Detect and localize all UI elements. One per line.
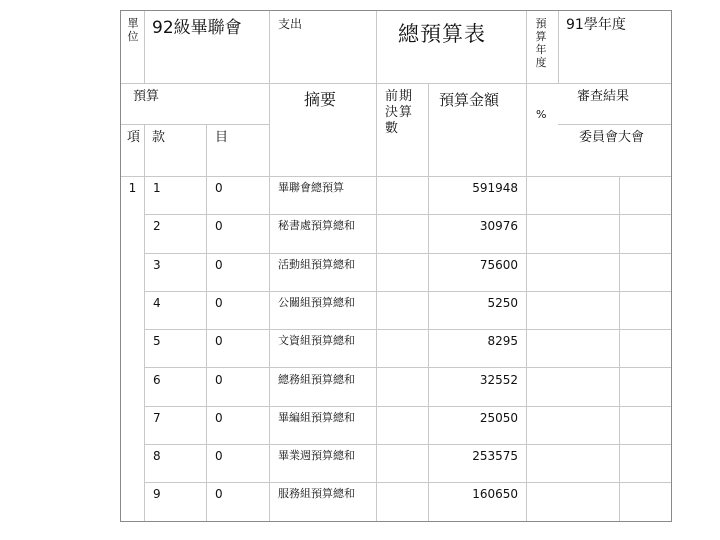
row-amount-cell: 253575 bbox=[472, 449, 518, 464]
row-section-cell: 3 bbox=[153, 257, 161, 272]
rule-v-year-label bbox=[558, 11, 559, 83]
row-section-cell: 9 bbox=[153, 487, 161, 502]
page-title: 總預算表 bbox=[398, 22, 486, 46]
table-row bbox=[121, 483, 671, 521]
row-amount-cell: 25050 bbox=[479, 410, 518, 425]
row-entry-cell: 0 bbox=[215, 295, 223, 310]
row-section-cell: 5 bbox=[153, 334, 161, 349]
unit-value: 92級畢聯會 bbox=[152, 18, 242, 38]
row-amount-cell: 30976 bbox=[479, 219, 518, 234]
row-entry-cell: 0 bbox=[215, 219, 223, 234]
budget-year-value: 91學年度 bbox=[566, 17, 626, 33]
table-row bbox=[121, 330, 671, 368]
table-row bbox=[121, 215, 671, 253]
row-item-cell: 1 bbox=[128, 181, 137, 195]
row-summary-cell: 畢編組預算總和 bbox=[278, 410, 355, 424]
row-summary-cell: 活動組預算總和 bbox=[278, 257, 355, 271]
row-amount-cell: 5250 bbox=[487, 295, 518, 310]
row-entry-cell: 0 bbox=[215, 334, 223, 349]
item-col-label: 項 bbox=[127, 130, 141, 145]
row-summary-cell: 秘書處預算總和 bbox=[278, 219, 355, 233]
percent-col-label: % bbox=[536, 108, 547, 121]
row-summary-cell: 服務組預算總和 bbox=[278, 487, 355, 501]
table-row bbox=[121, 445, 671, 483]
row-section-cell: 2 bbox=[153, 219, 161, 234]
row-summary-cell: 總務組預算總和 bbox=[278, 372, 355, 386]
row-summary-cell: 文資組預算總和 bbox=[278, 334, 355, 348]
row-summary-cell: 畢聯會總預算 bbox=[278, 181, 344, 194]
table-row bbox=[121, 254, 671, 292]
row-entry-cell: 0 bbox=[215, 410, 223, 425]
row-amount-cell: 75600 bbox=[479, 257, 518, 272]
row-section-cell: 1 bbox=[153, 181, 161, 195]
section-col-label: 款 bbox=[152, 130, 166, 145]
budget-col-label: 預算 bbox=[133, 89, 160, 104]
row-amount-cell: 160650 bbox=[472, 487, 518, 502]
summary-col-label: 摘要 bbox=[304, 90, 337, 109]
budget-sheet bbox=[120, 10, 672, 522]
table-row bbox=[121, 177, 671, 215]
entry-col-label: 目 bbox=[215, 130, 229, 145]
row-section-cell: 4 bbox=[153, 295, 161, 310]
row-entry-cell: 0 bbox=[215, 372, 223, 387]
budget-year-label: 預算年度 bbox=[535, 17, 547, 69]
row-summary-cell: 畢業週預算總和 bbox=[278, 449, 355, 463]
table-row bbox=[121, 292, 671, 330]
rule-header-2b bbox=[558, 124, 671, 125]
row-entry-cell: 0 bbox=[215, 257, 223, 272]
row-summary-cell: 公關組預算總和 bbox=[278, 295, 355, 309]
expense-label: 支出 bbox=[278, 17, 303, 31]
row-amount-cell: 8295 bbox=[487, 334, 518, 349]
row-amount-cell: 32552 bbox=[479, 372, 518, 387]
row-entry-cell: 0 bbox=[215, 449, 223, 464]
row-entry-cell: 0 bbox=[215, 487, 223, 502]
table-row bbox=[121, 369, 671, 407]
review-result-col-label: 審查結果 bbox=[577, 89, 630, 104]
budget-amount-col-label: 預算金額 bbox=[439, 91, 500, 109]
prev-settlement-col-label: 前期決算數 bbox=[385, 89, 414, 136]
row-section-cell: 8 bbox=[153, 449, 161, 464]
committee-col-label: 委員會大會 bbox=[579, 130, 645, 145]
row-amount-cell: 591948 bbox=[472, 181, 518, 195]
unit-label: 單位 bbox=[127, 17, 139, 43]
table-row bbox=[121, 407, 671, 445]
row-section-cell: 7 bbox=[153, 410, 161, 425]
rule-v-unit bbox=[144, 11, 145, 83]
rule-header-1 bbox=[121, 83, 671, 84]
row-section-cell: 6 bbox=[153, 372, 161, 387]
row-entry-cell: 0 bbox=[215, 181, 223, 195]
